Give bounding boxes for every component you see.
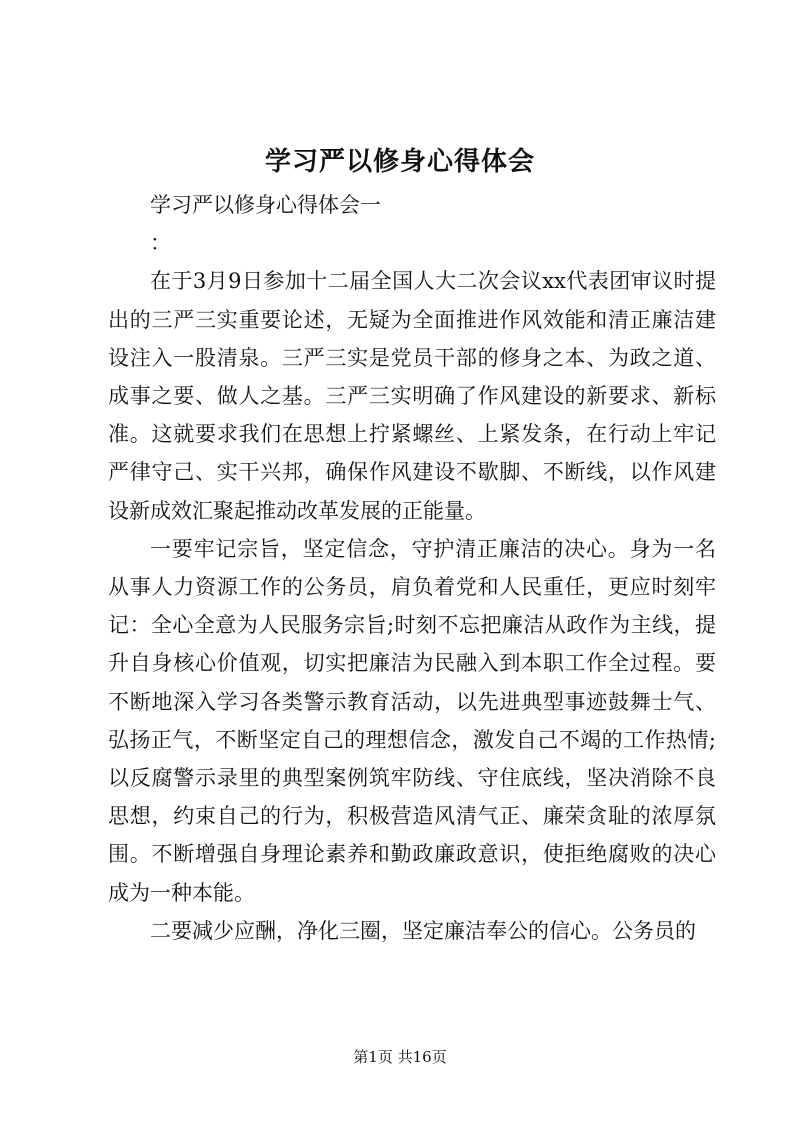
paragraph: 在于3月9日参加十二届全国人大二次会议xx代表团审议时提出的三严三实重要论述，无疑为全面推进作风效能和清正廉洁建设注入一股清泉。三严三实是党员干部的修身之本、为政之道、成事之要、做人之基。三严三实明确了作风建设的新要求、新标准。这就要求我们在思想上拧紧螺丝、上紧发条，在行动上牢记严律守己、实干兴邦，确保作风建设不歇脚、不断线，以作风建设新成效汇聚起推动改革发展的正能量。 xyxy=(108,269,716,523)
paragraph: 一要牢记宗旨，坚定信念，守护清正廉洁的决心。身为一名从事人力资源工作的公务员，肩负着党和人民重任，更应时刻牢记：全心全意为人民服务宗旨;时刻不忘把廉洁从政作为主线，提升自身核心价值观，切实把廉洁为民融入到本职工作全过程。要不断地深入学习各类警示教育活动，以先进典型事迹鼓舞士气、弘扬正气，不断坚定自己的理想信念，激发自己不竭的工作热情;以反腐警示录里的典型案例筑牢防线、守住底线，坚决消除不良思想，约束自己的行为，积极营造风清气正、廉荣贪耻的浓厚氛围。不断增强自身理论素养和勤政廉政意识，使拒绝腐败的决心成为一种本能。 xyxy=(108,536,716,905)
subtitle-line: 学习严以修身心得体会一 xyxy=(150,193,381,217)
document-body xyxy=(108,186,716,950)
colon-line: ： xyxy=(150,231,171,256)
document-title: 学习严以修身心得体会 xyxy=(264,147,535,177)
page-footer: 第1页 共16页 xyxy=(353,1048,447,1066)
paragraph: 二要减少应酬，净化三圈，坚定廉洁奉公的信心。公务员的 xyxy=(150,918,696,943)
